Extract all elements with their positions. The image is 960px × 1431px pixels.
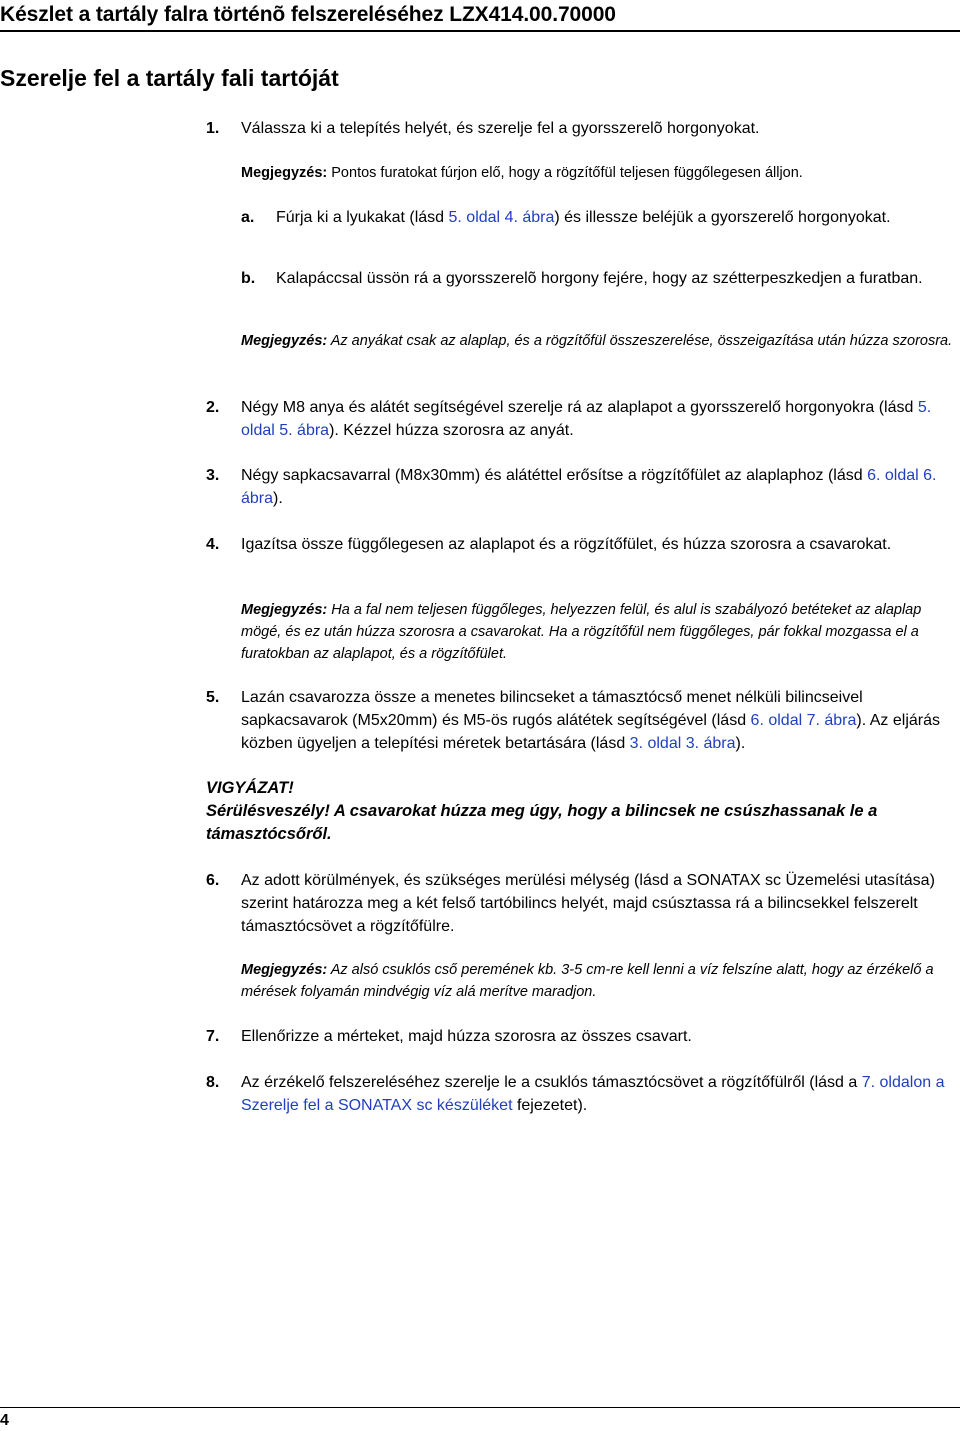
page-link[interactable]: 6. oldal [867,467,919,484]
figure-link[interactable]: 3. ábra [685,735,736,752]
step-number: 8. [206,1074,220,1091]
warning-text [206,800,960,846]
page-link[interactable]: 3. oldal [629,735,682,752]
warning-label: Sérülésveszély! [206,802,330,820]
step-text: Négy sapkacsavarral (M8x30mm) és alátéttel erősítse a rögzítőfület az alaplaphoz (lásd 6. oldal 6. ábra). [241,467,937,507]
note-step-6 [241,959,959,1003]
step-number: 4. [206,536,220,553]
header-rule [0,30,960,32]
figure-link[interactable]: 4. ábra [504,209,555,226]
page-number: 4 [0,1412,9,1429]
substep-text: Kalapáccsal üssön rá a gyorsszerelõ horgony fejére, hogy az szétterpeszkedjen a furatban. [276,270,923,287]
section-link[interactable]: 7. oldalon a Szerelje fel a SONATAX sc készüléket [241,1074,945,1114]
step-number: 5. [206,689,220,706]
step-text: Ellenőrizze a mérteket, majd húzza szorosra az összes csavart. [241,1028,692,1045]
note-text: Az alsó csuklós cső peremének kb. 3-5 cm-re kell lenni a víz felszíne alatt, hogy az érzékelő a mérések folyamán mindvégig víz alá merítve maradjon. [241,962,934,1000]
footer-rule [0,1407,960,1408]
note-label: Megjegyzés: [241,962,328,978]
page-link[interactable]: 6. oldal [750,712,803,729]
figure-link[interactable]: 6. ábra [241,467,937,507]
substep-label: b. [241,270,256,287]
note-text: Az anyákat csak az alaplap, és a rögzítőfül összeszerelése, összeigazítása után húzza szorosra. [327,333,953,349]
figure-link[interactable]: 7. ábra [806,712,857,729]
note-text: Ha a fal nem teljesen függőleges, helyezzen felül, és alul is szabályozó betéteket az alaplap mögé, és ez után húzza szorosra a csavarokat. Ha a rögzítőfül nem függőleges, pár fokkal mozgassa el a furatokban az alaplapot, és a rögzítőfület. [241,602,922,662]
step-text: Négy M8 anya és alátét segítségével szerelje rá az alaplapot a gyorsszerelő horgonyokra (lásd 5. oldal 5. ábra). Kézzel húzza szorosra az anyát. [241,399,932,439]
header-title: Készlet a tartály falra történõ felszereléséhez LZX414.00.70000 [0,3,616,26]
note-label: Megjegyzés: [241,602,328,618]
step-number: 7. [206,1028,220,1045]
page-link[interactable]: 5. oldal [448,209,501,226]
note-step-4 [241,599,959,665]
note-label: Megjegyzés: [241,333,328,349]
note-label: Megjegyzés: [241,165,328,181]
figure-link[interactable]: 5. ábra [279,422,330,439]
step-number: 2. [206,399,220,416]
step-text: Az érzékelő felszereléséhez szerelje le a csuklós támasztócsövet a rögzítőfülről (lásd a 7. oldalon a Szerelje fel a SONATAX sc készüléket fejezetet). [241,1074,945,1114]
page-link[interactable]: 5. oldal [241,399,932,439]
note-step-1 [241,162,959,184]
section-title: Szerelje fel a tartály fali tartóját [0,65,339,91]
note-step-1b [241,330,959,352]
note-text: Pontos furatokat fúrjon elő, hogy a rögzítőfül teljesen függőlegesen álljon. [327,165,803,181]
step-number: 3. [206,467,220,484]
step-text: Válassza ki a telepítés helyét, és szerelje fel a gyorsszerelõ horgonyokat. [241,120,760,137]
step-text: Lazán csavarozza össze a menetes bilincseket a támasztócső menet nélküli bilincseivel sapkacsavarok (M5x20mm) és M5-ös rugós alátétek segítségével (lásd 6. oldal 7. ábra). Az eljárás közben ügyeljen a telepítési méretek betartására (lásd 3. oldal 3. ábra). [241,689,940,752]
step-text: Igazítsa össze függőlegesen az alaplapot és a rögzítőfület, és húzza szorosra a csavarokat. [241,536,892,553]
substep-text: Fúrja ki a lyukakat (lásd 5. oldal 4. ábra) és illessze beléjük a gyorszerelő horgonyokat. [276,209,891,226]
step-number: 6. [206,872,220,889]
step-text: Az adott körülmények, és szükséges merülési mélység (lásd a SONATAX sc Üzemelési utasítása) szerint határozza meg a két felső tartóbilincs helyét, majd csúsztassa rá a bilincsekkel felszerelt támasztócsövet a rögzítőfülre. [241,872,935,935]
warning-message: A csavarokat húzza meg úgy, hogy a bilincsek ne csúszhassanak le a támasztócsőről. [206,802,878,843]
substep-label: a. [241,209,255,226]
warning-title: VIGYÁZAT! [206,779,294,797]
step-number: 1. [206,120,220,137]
